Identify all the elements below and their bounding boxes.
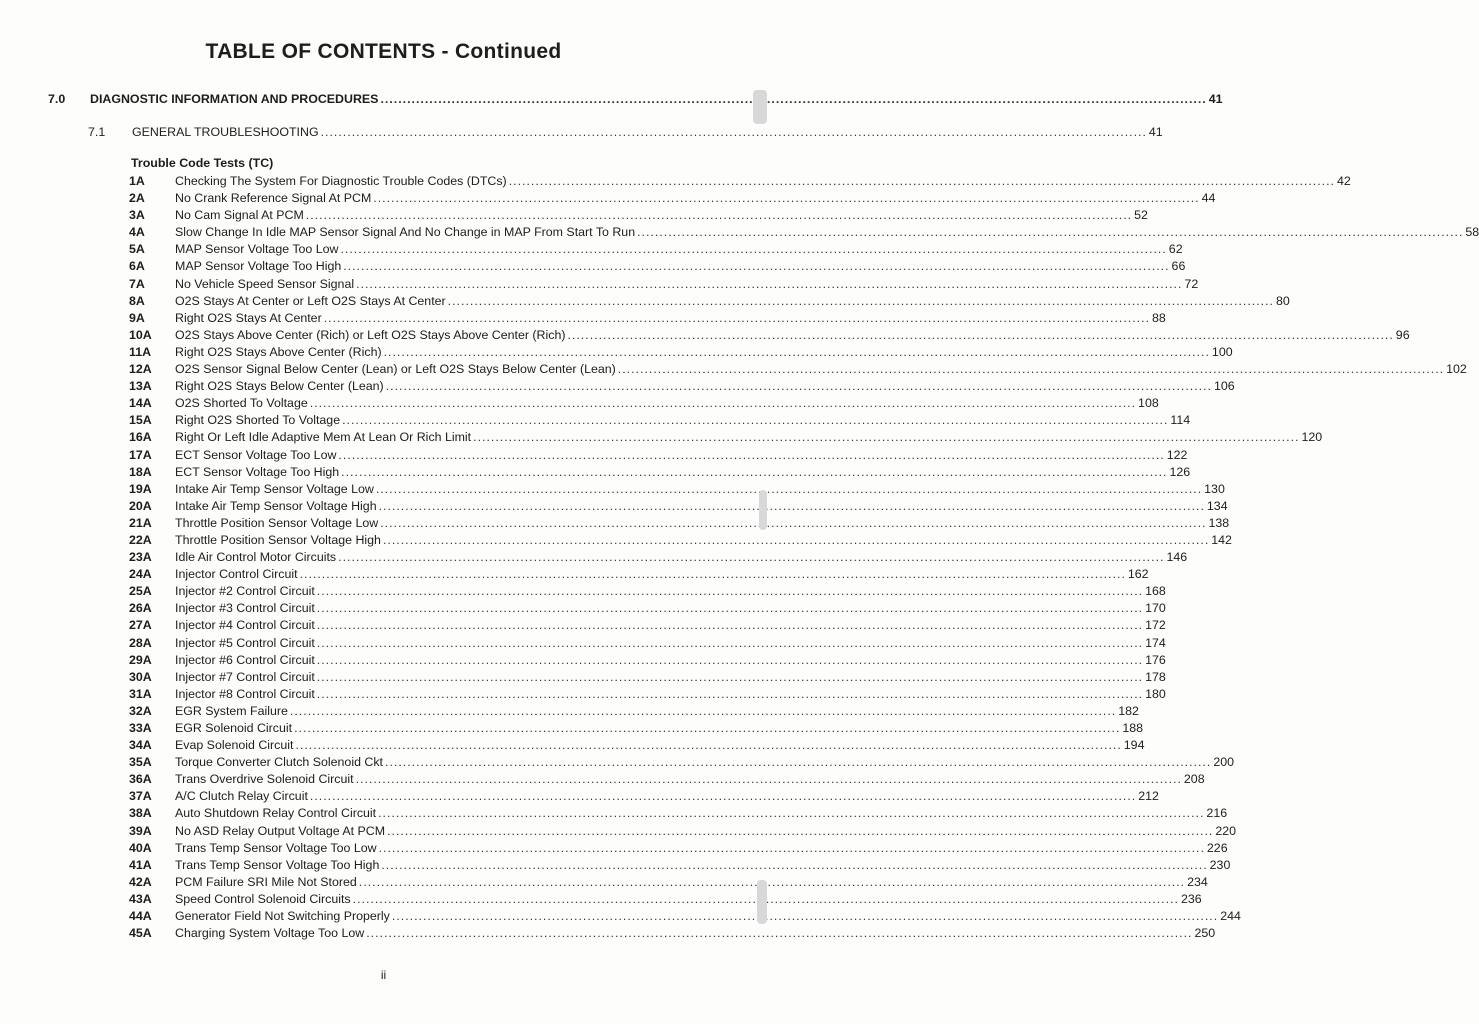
entry-page: 58	[1465, 225, 1479, 240]
entry-page: 212	[1138, 789, 1159, 804]
dot-leader	[567, 328, 1393, 342]
dot-leader	[338, 448, 1164, 462]
toc-entry[interactable]	[129, 550, 1188, 567]
entry-label: Injector #5 Control Circuit	[175, 635, 315, 650]
section-number: 7.1	[88, 125, 106, 139]
entry-page: 174	[1145, 635, 1166, 650]
entry-label: Injector #8 Control Circuit	[175, 686, 315, 701]
entry-code: 30A	[129, 669, 152, 684]
dot-leader	[380, 91, 1206, 107]
toc-entry[interactable]	[129, 806, 1228, 823]
entry-label: A/C Clutch Relay Circuit	[175, 789, 308, 804]
entry-label: Trans Overdrive Solenoid Circuit	[175, 772, 354, 787]
entry-code: 6A	[129, 259, 145, 274]
dot-leader	[321, 124, 1147, 140]
dot-leader	[310, 396, 1136, 410]
entry-code: 37A	[129, 789, 152, 804]
dot-leader	[637, 225, 1463, 239]
entry-page: 142	[1211, 532, 1232, 547]
page-number-footer: ii	[380, 968, 387, 982]
entry-label: Auto Shutdown Relay Control Circuit	[175, 806, 377, 821]
dot-leader	[379, 499, 1205, 513]
dot-leader	[317, 687, 1143, 701]
dot-leader	[380, 516, 1206, 530]
entry-code: 33A	[129, 721, 152, 735]
entry-page: 172	[1145, 618, 1166, 633]
entry-page: 216	[1206, 806, 1228, 821]
entry-label: ECT Sensor Voltage Too High	[175, 464, 340, 479]
entry-label: Right O2S Stays At Center	[175, 310, 322, 325]
toc-entry[interactable]	[129, 191, 1216, 208]
entry-page: 138	[1208, 515, 1230, 530]
toc-entry[interactable]	[129, 755, 1234, 772]
toc-entry[interactable]	[129, 840, 1228, 858]
entry-page: 108	[1138, 396, 1159, 411]
entry-code: 13A	[129, 379, 152, 394]
entry-code: 2A	[129, 191, 145, 206]
entry-label: Injector Control Circuit	[175, 567, 298, 582]
entry-code: 7A	[129, 276, 145, 291]
toc-entry[interactable]	[129, 430, 1323, 447]
entry-page: 130	[1204, 481, 1225, 496]
entry-code: 21A	[129, 515, 152, 530]
toc-entry[interactable]	[129, 276, 1199, 294]
toc-section-7-0[interactable]	[48, 91, 1223, 107]
entry-page: 72	[1184, 276, 1199, 291]
entry-code: 17A	[129, 447, 152, 462]
dot-leader	[366, 926, 1192, 940]
dot-leader	[338, 550, 1164, 564]
dot-leader	[317, 670, 1143, 684]
entry-code: 8A	[129, 293, 145, 308]
entry-page: 226	[1206, 840, 1228, 855]
page-title: TABLE OF CONTENTS - Continued	[205, 40, 562, 63]
entry-label: Throttle Position Sensor Voltage Low	[175, 515, 379, 530]
entry-code: 29A	[129, 652, 152, 667]
dot-leader	[386, 379, 1212, 393]
toc-entry[interactable]	[129, 789, 1159, 806]
entry-label: No Vehicle Speed Sensor Signal	[175, 276, 355, 291]
toc-entry[interactable]	[129, 259, 1186, 276]
entry-page: 122	[1166, 447, 1188, 462]
entry-label: Injector #6 Control Circuit	[175, 652, 315, 667]
toc-entry[interactable]	[129, 242, 1183, 259]
entry-page: 106	[1214, 379, 1235, 394]
entry-label: Intake Air Temp Sensor Voltage Low	[175, 481, 374, 496]
toc-entry[interactable]	[129, 891, 1202, 909]
toc-entry[interactable]	[129, 379, 1235, 396]
entry-code: 20A	[129, 498, 152, 513]
entry-label: Injector #3 Control Circuit	[175, 601, 315, 616]
entry-label: No Cam Signal At PCM	[175, 208, 304, 223]
subheading-trouble-code-tests: Trouble Code Tests (TC)	[131, 156, 274, 170]
dot-leader	[317, 653, 1143, 667]
dot-leader	[317, 584, 1143, 598]
entry-label: Trans Temp Sensor Voltage Too High	[175, 857, 380, 872]
entry-code: 44A	[129, 909, 152, 924]
entry-label: Idle Air Control Motor Circuits	[175, 550, 337, 565]
toc-entry[interactable]	[129, 703, 1139, 721]
dot-leader	[376, 482, 1202, 496]
toc-entry[interactable]	[129, 738, 1145, 755]
entry-page: 96	[1395, 327, 1410, 342]
entry-label: Injector #2 Control Circuit	[175, 584, 315, 599]
entry-page: 220	[1215, 823, 1237, 838]
dot-leader	[356, 772, 1182, 786]
entry-page: 178	[1145, 669, 1166, 684]
entry-page: 200	[1213, 755, 1234, 770]
entry-code: 5A	[129, 242, 145, 257]
entry-code: 10A	[129, 327, 152, 342]
entry-label: Slow Change In Idle MAP Sensor Signal And No Change in MAP From Start To Run	[175, 225, 636, 240]
entry-code: 40A	[129, 840, 152, 855]
trouble-code-list	[129, 174, 1479, 943]
entry-code: 43A	[129, 891, 152, 906]
entry-label: Torque Converter Clutch Solenoid Ckt	[175, 755, 383, 770]
entry-page: 42	[1337, 174, 1351, 188]
toc-entry[interactable]	[129, 208, 1148, 225]
toc-entry[interactable]	[129, 635, 1166, 653]
entry-page: 62	[1168, 242, 1183, 257]
entry-code: 14A	[129, 396, 152, 411]
entry-label: Right Or Left Idle Adaptive Mem At Lean Or Rich Limit	[175, 430, 472, 445]
entry-code: 31A	[129, 686, 152, 701]
dot-leader	[300, 567, 1126, 581]
section-page: 41	[1148, 125, 1163, 139]
entry-page: 188	[1122, 721, 1144, 735]
entry-label: Charging System Voltage Too Low	[175, 926, 365, 941]
dot-leader	[381, 858, 1207, 872]
section-label: GENERAL TROUBLESHOOTING	[132, 125, 319, 139]
toc-entry[interactable]	[129, 362, 1467, 379]
entry-label: O2S Sensor Signal Below Center (Lean) or Left O2S Stays Below Center (Lean)	[175, 362, 616, 377]
entry-label: MAP Sensor Voltage Too Low	[175, 242, 339, 257]
toc-entry[interactable]	[129, 652, 1166, 670]
entry-page: 120	[1301, 430, 1323, 445]
dot-leader	[317, 601, 1143, 615]
entry-page: 44	[1201, 191, 1216, 206]
entry-page: 182	[1118, 703, 1139, 718]
entry-code: 27A	[129, 618, 152, 633]
dot-leader	[392, 909, 1218, 923]
entry-code: 12A	[129, 362, 152, 377]
entry-label: ECT Sensor Voltage Too Low	[175, 447, 337, 462]
binder-hole-mark	[759, 490, 767, 530]
dot-leader	[448, 294, 1274, 308]
entry-code: 32A	[129, 703, 152, 718]
toc-entry[interactable]	[129, 567, 1149, 584]
entry-code: 23A	[129, 550, 152, 565]
toc-entry[interactable]	[129, 396, 1159, 413]
toc-entry[interactable]	[129, 481, 1225, 499]
dot-leader	[290, 704, 1116, 718]
dot-leader	[509, 174, 1335, 188]
dot-leader	[373, 191, 1199, 205]
entry-page: 244	[1220, 909, 1241, 924]
entry-code: 16A	[129, 430, 152, 445]
toc-entry[interactable]	[129, 618, 1166, 635]
dot-leader	[343, 259, 1169, 273]
entry-code: 24A	[129, 567, 152, 582]
entry-code: 42A	[129, 874, 152, 889]
entry-page: 208	[1183, 772, 1205, 787]
entry-label: Injector #7 Control Circuit	[175, 669, 315, 684]
entry-label: EGR System Failure	[175, 703, 288, 718]
entry-label: No Crank Reference Signal At PCM	[175, 191, 372, 206]
toc-entry[interactable]	[129, 515, 1230, 533]
entry-label: O2S Shorted To Voltage	[175, 396, 308, 411]
toc-entry[interactable]	[129, 225, 1479, 242]
entry-label: O2S Stays Above Center (Rich) or Left O2S Stays Above Center (Rich)	[175, 327, 566, 342]
section-page: 41	[1208, 92, 1223, 106]
dot-leader	[340, 242, 1166, 256]
toc-entry[interactable]	[129, 532, 1232, 550]
toc-section-7-1[interactable]	[88, 124, 1163, 140]
entry-page: 236	[1180, 891, 1202, 906]
toc-entry[interactable]	[129, 327, 1410, 345]
toc-entry[interactable]	[129, 926, 1216, 943]
entry-page: 80	[1275, 293, 1290, 308]
dot-leader	[317, 618, 1143, 632]
dot-leader	[317, 636, 1143, 650]
dot-leader	[342, 413, 1168, 427]
entry-page: 66	[1171, 259, 1186, 274]
toc-entry[interactable]	[129, 721, 1144, 738]
entry-code: 28A	[129, 635, 152, 650]
entry-page: 194	[1123, 738, 1145, 753]
entry-page: 52	[1134, 208, 1148, 223]
dot-leader	[379, 841, 1205, 855]
entry-code: 4A	[129, 225, 145, 240]
entry-code: 45A	[129, 926, 152, 941]
entry-code: 34A	[129, 738, 152, 753]
entry-label: Evap Solenoid Circuit	[175, 738, 294, 753]
entry-label: MAP Sensor Voltage Too High	[175, 259, 342, 274]
entry-label: Right O2S Stays Above Center (Rich)	[175, 344, 382, 359]
entry-label: Injector #4 Control Circuit	[175, 618, 315, 633]
entry-code: 3A	[129, 208, 145, 223]
dot-leader	[310, 789, 1136, 803]
toc-entry[interactable]	[129, 464, 1191, 482]
entry-label: Intake Air Temp Sensor Voltage High	[175, 498, 377, 513]
entry-code: 18A	[129, 464, 152, 479]
entry-page: 230	[1209, 857, 1231, 872]
toc-entry[interactable]	[129, 584, 1166, 601]
dot-leader	[294, 721, 1120, 735]
toc-entry[interactable]	[129, 669, 1166, 687]
entry-page: 176	[1145, 652, 1166, 667]
entry-page: 180	[1145, 686, 1166, 701]
binder-hole-mark	[753, 90, 767, 124]
toc-entry[interactable]	[129, 601, 1166, 618]
entry-code: 36A	[129, 772, 152, 787]
dot-leader	[341, 465, 1167, 479]
entry-label: EGR Solenoid Circuit	[175, 721, 293, 735]
dot-leader	[324, 311, 1150, 325]
section-label: DIAGNOSTIC INFORMATION AND PROCEDURES	[90, 92, 379, 106]
entry-page: 168	[1145, 584, 1166, 599]
entry-page: 250	[1194, 926, 1216, 941]
toc-entry[interactable]	[129, 874, 1208, 892]
toc-entry[interactable]	[129, 823, 1237, 841]
entry-code: 39A	[129, 823, 152, 838]
dot-leader	[473, 430, 1299, 444]
entry-page: 170	[1145, 601, 1166, 616]
entry-code: 41A	[129, 857, 152, 872]
entry-page: 162	[1127, 567, 1149, 582]
entry-label: Trans Temp Sensor Voltage Too Low	[175, 840, 377, 855]
entry-page: 234	[1187, 874, 1208, 889]
entry-code: 15A	[129, 413, 152, 428]
entry-page: 126	[1169, 464, 1191, 479]
entry-label: PCM Failure SRI Mile Not Stored	[175, 874, 357, 889]
toc-entry[interactable]	[129, 772, 1205, 789]
dot-leader	[359, 875, 1185, 889]
entry-page: 100	[1211, 344, 1233, 359]
entry-code: 38A	[129, 806, 152, 821]
entry-code: 19A	[129, 481, 152, 496]
entry-page: 102	[1446, 362, 1467, 377]
entry-label: Throttle Position Sensor Voltage High	[175, 532, 381, 547]
entry-page: 134	[1206, 498, 1228, 513]
dot-leader	[618, 362, 1444, 376]
entry-code: 22A	[129, 532, 152, 547]
dot-leader	[306, 208, 1132, 222]
entry-label: Generator Field Not Switching Properly	[175, 909, 390, 924]
entry-code: 1A	[129, 174, 145, 188]
toc-entry[interactable]	[129, 310, 1166, 328]
toc-entry[interactable]	[129, 909, 1241, 926]
dot-leader	[387, 824, 1213, 838]
dot-leader	[295, 738, 1121, 752]
entry-code: 35A	[129, 755, 152, 770]
toc-entry[interactable]	[129, 857, 1231, 875]
section-number: 7.0	[48, 92, 66, 106]
toc-entry[interactable]	[129, 174, 1351, 191]
entry-code: 26A	[129, 601, 152, 616]
dot-leader	[356, 277, 1182, 291]
entry-label: O2S Stays At Center or Left O2S Stays At Center	[175, 293, 446, 308]
toc-entry[interactable]	[129, 344, 1233, 362]
dot-leader	[383, 533, 1209, 547]
entry-code: 11A	[129, 344, 152, 359]
toc-entry[interactable]	[129, 293, 1290, 311]
entry-label: Checking The System For Diagnostic Trouble Codes (DTCs)	[175, 174, 507, 188]
entry-code: 9A	[129, 310, 145, 325]
entry-label: Right O2S Shorted To Voltage	[175, 413, 341, 428]
toc-entry[interactable]	[129, 686, 1166, 704]
toc-entry[interactable]	[129, 413, 1191, 430]
binder-hole-mark	[757, 880, 767, 924]
entry-label: Right O2S Stays Below Center (Lean)	[175, 379, 384, 394]
entry-page: 146	[1166, 550, 1188, 565]
dot-leader	[384, 345, 1210, 359]
entry-label: No ASD Relay Output Voltage At PCM	[175, 823, 386, 838]
dot-leader	[385, 755, 1211, 769]
entry-page: 88	[1152, 310, 1166, 325]
dot-leader	[378, 806, 1204, 820]
toc-entry[interactable]	[129, 498, 1228, 516]
entry-page: 114	[1170, 413, 1191, 428]
toc-entry[interactable]	[129, 447, 1188, 465]
entry-label: Speed Control Solenoid Circuits	[175, 891, 351, 906]
entry-code: 25A	[129, 584, 152, 599]
